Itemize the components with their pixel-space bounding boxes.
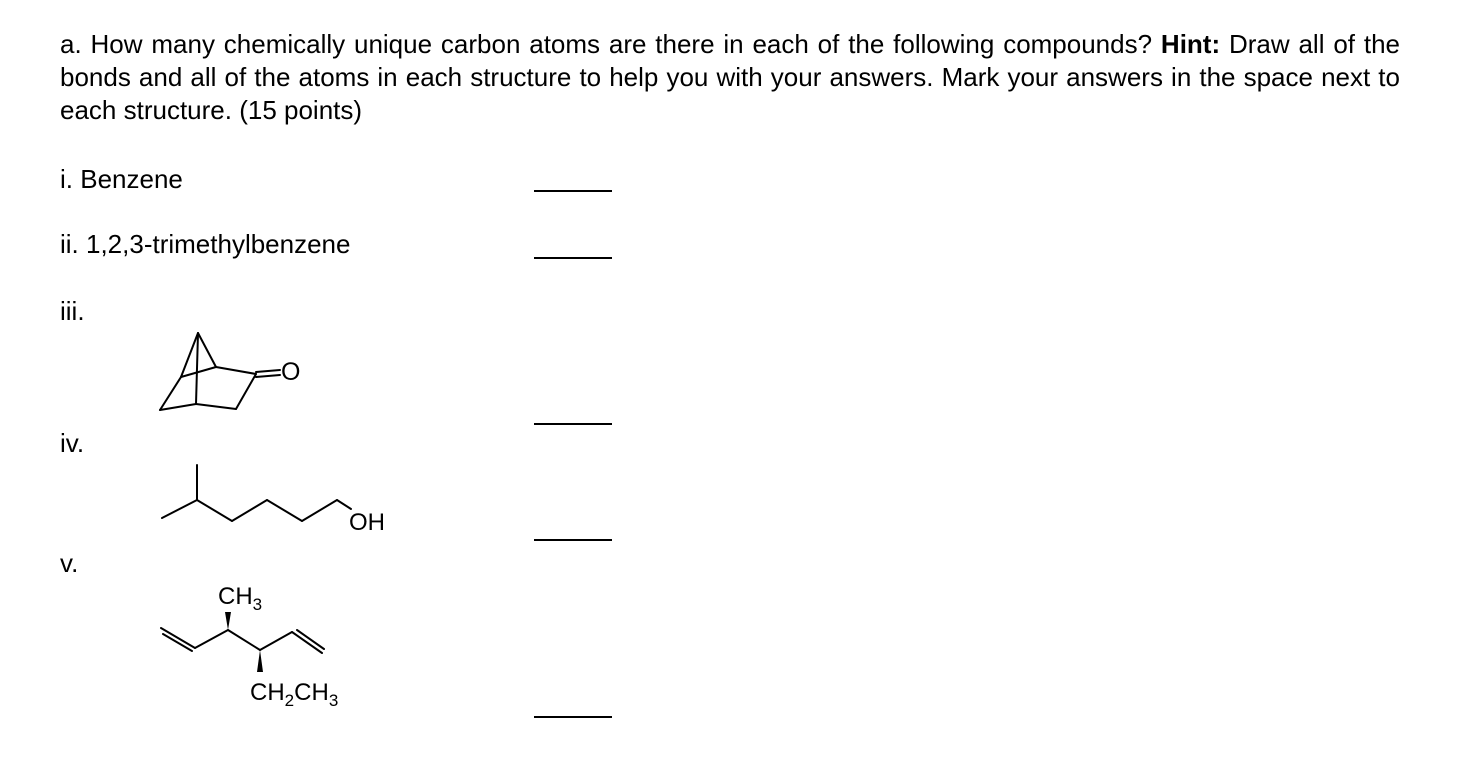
item-label-iv: iv.	[60, 428, 85, 458]
item-label-ii: ii. 1,2,3-trimethylbenzene	[60, 229, 351, 259]
hint-text: Draw all of the bonds and all of the atoms in each structure to help you with your answers. Mark your answers in the space next to each structure. (15 points)	[60, 29, 1400, 125]
item-label-i: i. Benzene	[60, 164, 183, 194]
ethyl-label: $CH_2CH_3$	[250, 679, 339, 710]
item-label-iii: iii.	[60, 296, 85, 326]
oxygen-atom-label: O	[281, 358, 301, 386]
hydroxyl-label: OH	[349, 509, 385, 536]
wedge-bond-top	[225, 612, 231, 630]
wedge-bond-bottom	[257, 650, 263, 672]
methyl-label: $CH_3$	[218, 583, 263, 614]
hint-label: Hint:	[1160, 29, 1221, 59]
item-label-v: v.	[60, 548, 79, 578]
question-prefix: a. How many chemically unique carbon atoms are there in each of the following compounds?	[60, 29, 1153, 59]
